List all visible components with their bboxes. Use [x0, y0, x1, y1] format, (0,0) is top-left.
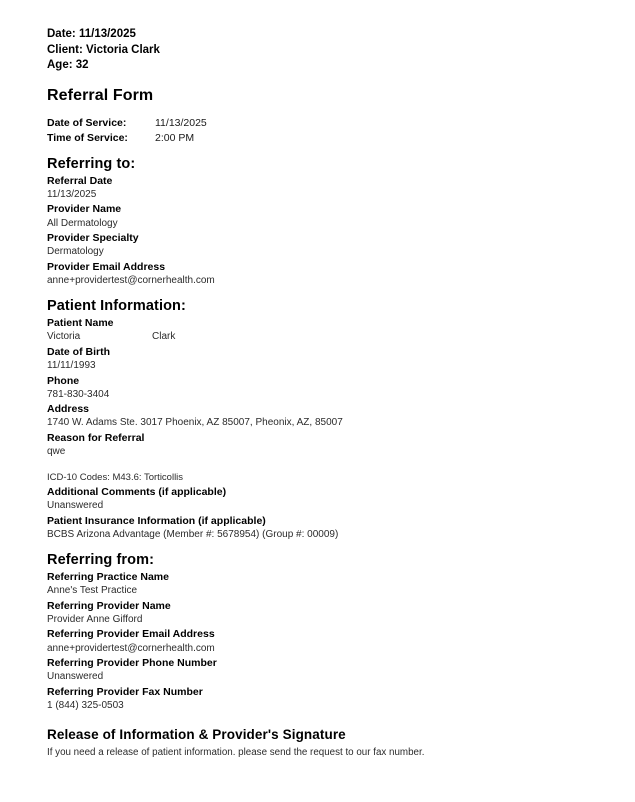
provider-specialty-label: Provider Specialty — [47, 232, 139, 245]
additional-comments-value: Unanswered — [47, 500, 104, 512]
phone-label: Phone — [47, 374, 80, 387]
time-of-service-label: Time of Service: — [47, 131, 128, 144]
document-header — [47, 27, 547, 74]
reason-for-referral-label: Reason for Referral — [47, 431, 145, 444]
date-of-service-value: 11/13/2025 — [155, 116, 207, 129]
patient-insurance-label: Patient Insurance Information (if applicable) — [47, 514, 266, 527]
referral-date-label: Referral Date — [47, 174, 113, 187]
date-of-birth-value: 11/11/1993 — [47, 360, 96, 371]
document-content — [47, 27, 547, 759]
referring-provider-phone-value: Unanswered — [47, 671, 104, 683]
referring-to-fields — [47, 174, 547, 288]
header-date-row — [47, 27, 547, 43]
time-of-service-value: 2:00 PM — [155, 131, 195, 144]
referring-provider-email-value: anne+providertest@cornerhealth.com — [47, 642, 215, 654]
header-client-row — [47, 43, 547, 59]
patient-name-label: Patient Name — [47, 317, 114, 330]
header-client-value: Victoria Clark — [85, 43, 160, 56]
header-age-label: Age: — [47, 59, 73, 72]
referring-practice-name-label: Referring Practice Name — [47, 571, 169, 584]
header-client-label: Client: — [47, 43, 83, 56]
referring-from-fields — [47, 570, 547, 713]
section-title-referring-to: Referring to: — [47, 155, 136, 172]
referring-provider-fax-value: 1 (844) 325-0503 — [47, 700, 124, 712]
provider-email-value: anne+providertest@cornerhealth.com — [47, 275, 215, 287]
section-title-release-of-information: Release of Information & Provider's Signature — [47, 727, 346, 743]
patient-information-fields — [47, 316, 547, 542]
page-title: Referral Form — [47, 86, 154, 104]
patient-first-name-value: Victoria — [47, 331, 81, 343]
patient-name-row — [47, 330, 547, 344]
date-of-service-label: Date of Service: — [47, 116, 127, 129]
section-title-patient-information: Patient Information: — [47, 298, 186, 315]
phone-value: 781-830-3404 — [47, 388, 110, 400]
additional-comments-label: Additional Comments (if applicable) — [47, 486, 227, 499]
provider-name-value: All Dermatology — [47, 217, 118, 229]
icd-codes-line: ICD-10 Codes: M43.6: Torticollis — [47, 472, 184, 484]
service-row — [47, 116, 547, 131]
reason-for-referral-value: qwe — [47, 446, 66, 458]
date-of-birth-label: Date of Birth — [47, 345, 110, 358]
header-date-value: 11/13/2025 — [78, 28, 136, 40]
header-date-label: Date: — [47, 28, 76, 40]
provider-email-label: Provider Email Address — [47, 260, 166, 273]
provider-specialty-value: Dermatology — [47, 246, 104, 258]
referring-provider-name-label: Referring Provider Name — [47, 599, 171, 612]
service-row — [47, 131, 547, 146]
patient-last-name-value: Clark — [152, 331, 176, 343]
patient-insurance-value: BCBS Arizona Advantage (Member #: 5678954) (Group #: 00009) — [47, 529, 339, 541]
release-note: If you need a release of patient information. please send the request to our fax number. — [47, 747, 425, 759]
address-label: Address — [47, 403, 90, 416]
section-title-referring-from: Referring from: — [47, 552, 155, 569]
referring-provider-name-value: Provider Anne Gifford — [47, 613, 143, 625]
header-age-row — [47, 58, 547, 74]
address-value: 1740 W. Adams Ste. 3017 Phoenix, AZ 85007, Pheonix, AZ, 85007 — [47, 417, 343, 429]
service-details — [47, 116, 547, 146]
referring-provider-fax-label: Referring Provider Fax Number — [47, 685, 203, 698]
referral-date-value: 11/13/2025 — [47, 188, 97, 200]
header-age-value: 32 — [75, 59, 89, 72]
provider-name-label: Provider Name — [47, 203, 122, 216]
referring-practice-name-value: Anne's Test Practice — [47, 585, 138, 597]
referring-provider-phone-label: Referring Provider Phone Number — [47, 657, 217, 670]
referring-provider-email-label: Referring Provider Email Address — [47, 628, 215, 641]
